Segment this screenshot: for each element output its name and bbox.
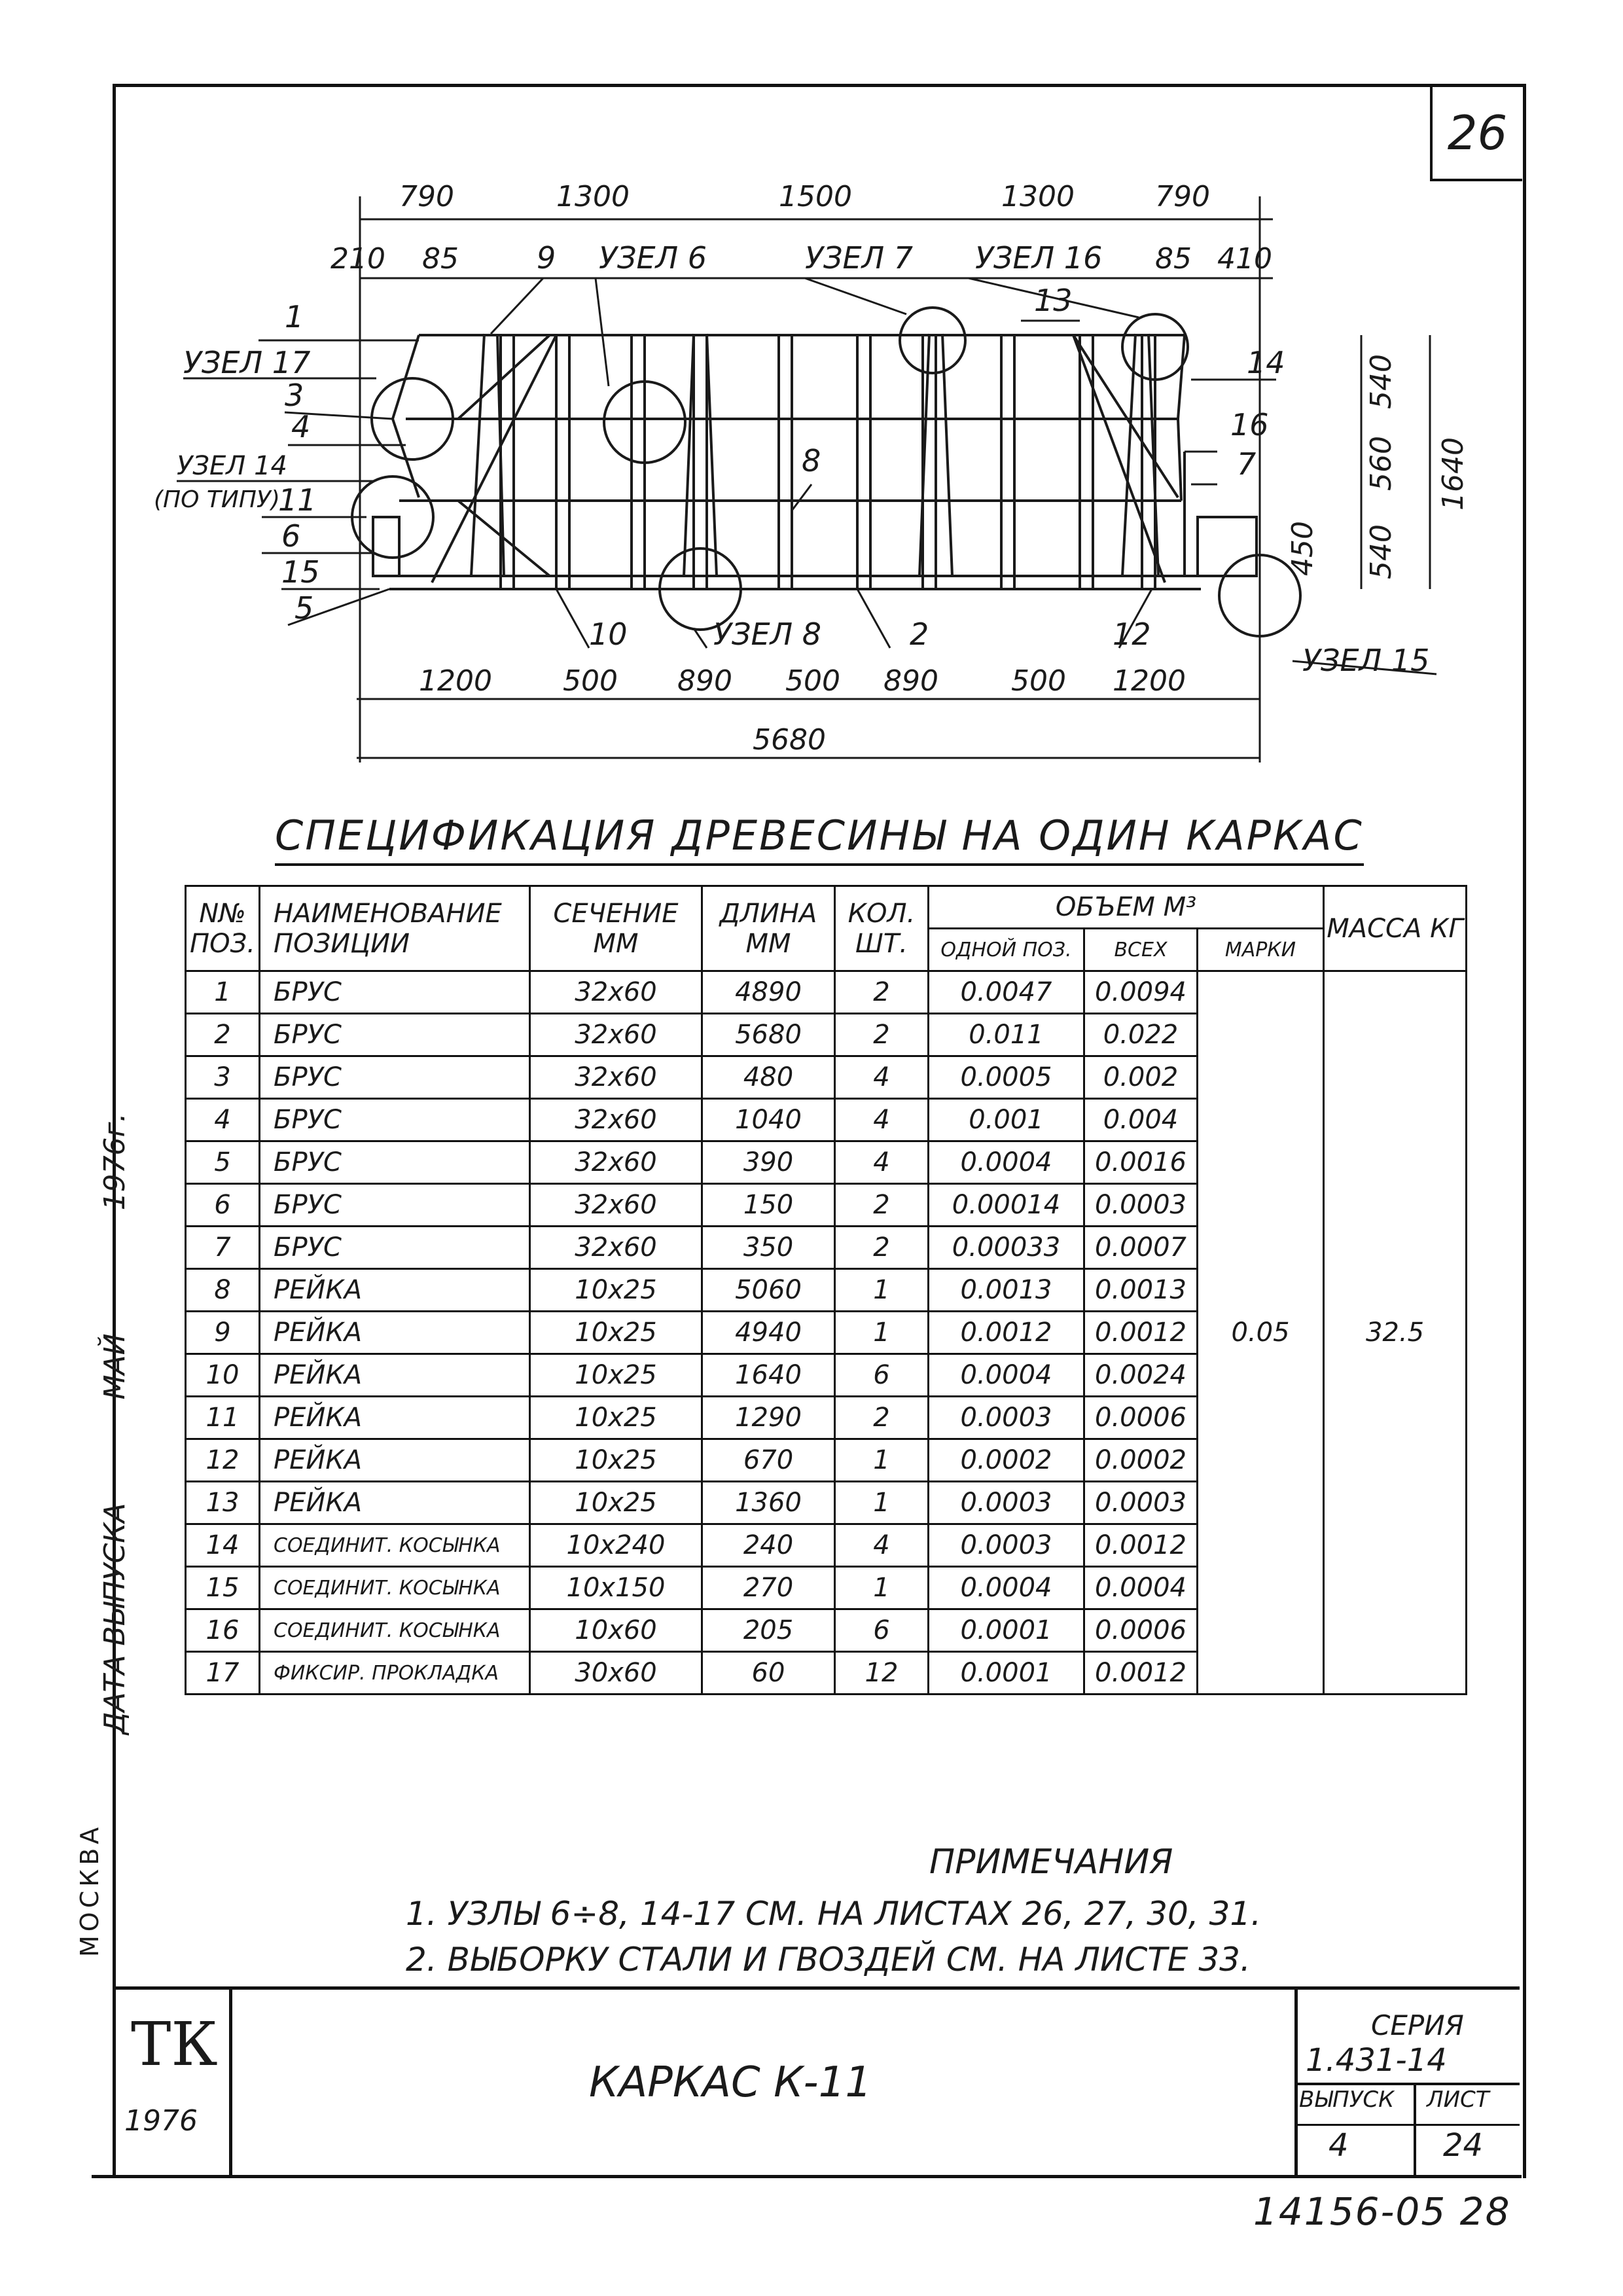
cell-length: 5680 bbox=[702, 1014, 835, 1056]
cell-section: 10х60 bbox=[530, 1609, 702, 1652]
dim-bot-3: 890 bbox=[677, 664, 732, 698]
cell-all: 0.0007 bbox=[1084, 1227, 1198, 1269]
right-dimension-text bbox=[1286, 354, 1470, 579]
loop-4 bbox=[1122, 334, 1158, 576]
cell-qty: 4 bbox=[835, 1056, 929, 1099]
cell-one: 0.0047 bbox=[929, 971, 1084, 1014]
cell-all: 0.004 bbox=[1084, 1099, 1198, 1141]
header-mass: МАССА КГ bbox=[1324, 886, 1467, 971]
cell-length: 1640 bbox=[702, 1354, 835, 1397]
right-end-mid bbox=[1178, 419, 1181, 501]
series-label: СЕРИЯ bbox=[1371, 2009, 1464, 2041]
dim-2-2: 85 bbox=[422, 242, 459, 276]
cell-no: 9 bbox=[186, 1312, 260, 1354]
callout-3: 3 bbox=[285, 378, 304, 413]
cell-one: 0.001 bbox=[929, 1099, 1084, 1141]
callout-15: 15 bbox=[281, 554, 320, 590]
dim-bot-7: 1200 bbox=[1113, 664, 1186, 698]
cell-name: БРУС bbox=[260, 971, 530, 1014]
cell-name: СОЕДИНИТ. КОСЫНКА bbox=[260, 1609, 530, 1652]
cell-all: 0.022 bbox=[1084, 1014, 1198, 1056]
cell-section: 10х25 bbox=[530, 1482, 702, 1524]
callout-9: 9 bbox=[537, 240, 556, 276]
cell-one: 0.0012 bbox=[929, 1312, 1084, 1354]
left-end-top bbox=[393, 335, 419, 419]
cell-all: 0.0004 bbox=[1084, 1567, 1198, 1609]
cell-one: 0.0004 bbox=[929, 1567, 1084, 1609]
cell-all: 0.002 bbox=[1084, 1056, 1198, 1099]
cell-one: 0.0005 bbox=[929, 1056, 1084, 1099]
table-row bbox=[186, 971, 1467, 1014]
cell-one: 0.0004 bbox=[929, 1141, 1084, 1184]
cell-no: 11 bbox=[186, 1397, 260, 1439]
cell-qty: 4 bbox=[835, 1524, 929, 1567]
cell-one: 0.0004 bbox=[929, 1354, 1084, 1397]
drawing-title: КАРКАС К-11 bbox=[589, 2058, 872, 2107]
cell-no: 6 bbox=[186, 1184, 260, 1227]
cell-length: 205 bbox=[702, 1609, 835, 1652]
cell-name: СОЕДИНИТ. КОСЫНКА bbox=[260, 1567, 530, 1609]
callout-node14-note: (ПО ТИПУ) bbox=[154, 486, 280, 513]
cell-section: 10х25 bbox=[530, 1397, 702, 1439]
cell-no: 4 bbox=[186, 1099, 260, 1141]
right-end-top bbox=[1178, 335, 1185, 419]
left-diag-1 bbox=[432, 335, 556, 583]
callout-node16: УЗЕЛ 16 bbox=[975, 240, 1103, 276]
cell-name: БРУС bbox=[260, 1184, 530, 1227]
note-1: 1. УЗЛЫ 6÷8, 14-17 СМ. НА ЛИСТАХ 26, 27, 30, 31. bbox=[406, 1895, 1262, 1933]
cell-section: 32х60 bbox=[530, 1141, 702, 1184]
cell-length: 350 bbox=[702, 1227, 835, 1269]
dim-overall-length: 5680 bbox=[753, 723, 826, 757]
callout-node14: УЗЕЛ 14 bbox=[177, 451, 287, 481]
cell-no: 2 bbox=[186, 1014, 260, 1056]
cell-no: 5 bbox=[186, 1141, 260, 1184]
cell-name: БРУС bbox=[260, 1099, 530, 1141]
cell-name: СОЕДИНИТ. КОСЫНКА bbox=[260, 1524, 530, 1567]
cell-name: РЕЙКА bbox=[260, 1312, 530, 1354]
dim-2-1: 210 bbox=[330, 242, 385, 276]
cell-all: 0.0002 bbox=[1084, 1439, 1198, 1482]
cell-all: 0.0094 bbox=[1084, 971, 1198, 1014]
cell-section: 32х60 bbox=[530, 971, 702, 1014]
cell-length: 480 bbox=[702, 1056, 835, 1099]
cell-length: 60 bbox=[702, 1652, 835, 1695]
cell-length: 270 bbox=[702, 1567, 835, 1609]
cell-one: 0.0003 bbox=[929, 1397, 1084, 1439]
callout-7: 7 bbox=[1237, 446, 1257, 482]
notes-title: ПРИМЕЧАНИЯ bbox=[929, 1842, 1173, 1882]
cell-all: 0.0003 bbox=[1084, 1482, 1198, 1524]
cell-length: 5060 bbox=[702, 1269, 835, 1312]
mark-volume: 0.05 bbox=[1198, 971, 1324, 1695]
cell-no: 12 bbox=[186, 1439, 260, 1482]
page-number: 26 bbox=[1430, 87, 1522, 181]
callout-5: 5 bbox=[294, 590, 314, 626]
issue-date-label: ДАТА ВЫПУСКА bbox=[98, 1503, 132, 1734]
cell-qty: 2 bbox=[835, 1184, 929, 1227]
header-section: СЕЧЕНИЕ ММ bbox=[530, 886, 702, 971]
loop-2 bbox=[684, 334, 717, 576]
sheet-label: ЛИСТ bbox=[1427, 2087, 1489, 2113]
cell-one: 0.00014 bbox=[929, 1184, 1084, 1227]
cell-qty: 1 bbox=[835, 1567, 929, 1609]
dim-bot-6: 500 bbox=[1011, 664, 1066, 698]
cell-all: 0.0012 bbox=[1084, 1652, 1198, 1695]
callout-1: 1 bbox=[285, 299, 304, 334]
callout-4: 4 bbox=[291, 409, 311, 444]
dim-top-2: 1300 bbox=[556, 180, 630, 213]
org-logo: ТК bbox=[131, 2009, 218, 2079]
callout-node8: УЗЕЛ 8 bbox=[713, 617, 822, 652]
dim-bot-4: 500 bbox=[785, 664, 840, 698]
header-length: ДЛИНА ММ bbox=[702, 886, 835, 971]
callout-16: 16 bbox=[1230, 407, 1269, 442]
dim-right-4: 450 bbox=[1286, 521, 1319, 576]
cell-qty: 4 bbox=[835, 1141, 929, 1184]
title-block-divider bbox=[1414, 2083, 1416, 2175]
callout-8: 8 bbox=[802, 443, 821, 478]
callout-6: 6 bbox=[281, 518, 301, 554]
left-block bbox=[373, 517, 399, 576]
dim-right-2: 560 bbox=[1364, 436, 1398, 491]
cell-name: РЕЙКА bbox=[260, 1269, 530, 1312]
callout-11: 11 bbox=[278, 482, 317, 518]
cell-one: 0.0003 bbox=[929, 1482, 1084, 1524]
header-name: НАИМЕНОВАНИЕ ПОЗИЦИИ bbox=[260, 886, 530, 971]
cell-qty: 4 bbox=[835, 1099, 929, 1141]
cell-section: 32х60 bbox=[530, 1184, 702, 1227]
cell-qty: 1 bbox=[835, 1269, 929, 1312]
cell-qty: 2 bbox=[835, 1397, 929, 1439]
cell-section: 32х60 bbox=[530, 1056, 702, 1099]
cell-length: 1040 bbox=[702, 1099, 835, 1141]
cell-no: 3 bbox=[186, 1056, 260, 1099]
dim-top-4: 1300 bbox=[1001, 180, 1075, 213]
cell-qty: 2 bbox=[835, 1014, 929, 1056]
cell-name: РЕЙКА bbox=[260, 1354, 530, 1397]
callout-10: 10 bbox=[589, 617, 628, 652]
cell-no: 13 bbox=[186, 1482, 260, 1524]
cell-no: 15 bbox=[186, 1567, 260, 1609]
dim-2-3: 85 bbox=[1155, 242, 1192, 276]
cell-section: 10х25 bbox=[530, 1312, 702, 1354]
cell-all: 0.0006 bbox=[1084, 1609, 1198, 1652]
title-block-divider bbox=[1294, 2124, 1520, 2126]
cell-length: 240 bbox=[702, 1524, 835, 1567]
cell-qty: 1 bbox=[835, 1312, 929, 1354]
cell-one: 0.0002 bbox=[929, 1439, 1084, 1482]
cell-qty: 2 bbox=[835, 971, 929, 1014]
issue-value: 4 bbox=[1329, 2127, 1349, 2164]
dim-bot-5: 890 bbox=[883, 664, 938, 698]
cell-section: 10х25 bbox=[530, 1269, 702, 1312]
inventory-number: 14156-05 28 bbox=[1253, 2189, 1511, 2234]
cell-length: 150 bbox=[702, 1184, 835, 1227]
spec-title: СПЕЦИФИКАЦИЯ ДРЕВЕСИНЫ НА ОДИН КАРКАС bbox=[275, 812, 1364, 866]
issue-date-stamp bbox=[98, 1113, 132, 1734]
cell-name: ФИКСИР. ПРОКЛАДКА bbox=[260, 1652, 530, 1695]
loop-1 bbox=[471, 334, 504, 576]
city-label: МОСКВА bbox=[75, 1823, 104, 1957]
cell-length: 1290 bbox=[702, 1397, 835, 1439]
cell-all: 0.0012 bbox=[1084, 1312, 1198, 1354]
node7-circle bbox=[900, 308, 965, 373]
dim-top-3: 1500 bbox=[779, 180, 852, 213]
sheet-value: 24 bbox=[1443, 2127, 1484, 2164]
header-vol-all: ВСЕХ bbox=[1084, 929, 1198, 971]
cell-all: 0.0012 bbox=[1084, 1524, 1198, 1567]
cell-one: 0.0003 bbox=[929, 1524, 1084, 1567]
cell-one: 0.0013 bbox=[929, 1269, 1084, 1312]
cell-no: 17 bbox=[186, 1652, 260, 1695]
callout-node15: УЗЕЛ 15 bbox=[1302, 643, 1430, 678]
header-no: N№ ПОЗ. bbox=[186, 886, 260, 971]
cell-one: 0.00033 bbox=[929, 1227, 1084, 1269]
cell-one: 0.011 bbox=[929, 1014, 1084, 1056]
cell-name: РЕЙКА bbox=[260, 1397, 530, 1439]
header-volume: ОБЪЕМ М³ bbox=[929, 886, 1324, 929]
cell-one: 0.0001 bbox=[929, 1652, 1084, 1695]
cell-name: БРУС bbox=[260, 1141, 530, 1184]
spec-table bbox=[185, 885, 1467, 1695]
frame-drawing bbox=[0, 0, 1623, 805]
cell-no: 10 bbox=[186, 1354, 260, 1397]
cell-all: 0.0006 bbox=[1084, 1397, 1198, 1439]
cell-name: БРУС bbox=[260, 1227, 530, 1269]
dim-right-3: 540 bbox=[1364, 524, 1398, 579]
cell-one: 0.0001 bbox=[929, 1609, 1084, 1652]
title-block-divider bbox=[1294, 1986, 1298, 2175]
series-value: 1.431-14 bbox=[1306, 2042, 1447, 2079]
cell-all: 0.0003 bbox=[1084, 1184, 1198, 1227]
issue-month: МАЙ bbox=[98, 1333, 132, 1400]
cell-length: 4940 bbox=[702, 1312, 835, 1354]
dim-bot-2: 500 bbox=[563, 664, 618, 698]
callout-node17: УЗЕЛ 17 bbox=[183, 345, 311, 380]
cell-no: 16 bbox=[186, 1609, 260, 1652]
cell-qty: 1 bbox=[835, 1439, 929, 1482]
callout-14: 14 bbox=[1247, 345, 1285, 380]
cell-name: БРУС bbox=[260, 1014, 530, 1056]
cell-name: БРУС bbox=[260, 1056, 530, 1099]
callout-node6: УЗЕЛ 6 bbox=[599, 240, 707, 276]
cell-no: 14 bbox=[186, 1524, 260, 1567]
cell-section: 32х60 bbox=[530, 1099, 702, 1141]
cell-length: 390 bbox=[702, 1141, 835, 1184]
cell-length: 1360 bbox=[702, 1482, 835, 1524]
cell-qty: 12 bbox=[835, 1652, 929, 1695]
dim-top-1: 790 bbox=[399, 180, 454, 213]
cell-no: 8 bbox=[186, 1269, 260, 1312]
note-2: 2. ВЫБОРКУ СТАЛИ И ГВОЗДЕЙ СМ. НА ЛИСТЕ 33. bbox=[406, 1941, 1251, 1979]
dim-top-5: 790 bbox=[1155, 180, 1210, 213]
dim-overall-height: 1640 bbox=[1436, 437, 1470, 511]
header-vol-one: ОДНОЙ ПОЗ. bbox=[929, 929, 1084, 971]
cell-all: 0.0016 bbox=[1084, 1141, 1198, 1184]
cell-name: РЕЙКА bbox=[260, 1439, 530, 1482]
cell-length: 4890 bbox=[702, 971, 835, 1014]
cell-section: 10х25 bbox=[530, 1354, 702, 1397]
callout-2: 2 bbox=[910, 617, 929, 652]
cell-length: 670 bbox=[702, 1439, 835, 1482]
callout-13: 13 bbox=[1034, 283, 1073, 318]
cell-section: 10х25 bbox=[530, 1439, 702, 1482]
cell-section: 32х60 bbox=[530, 1014, 702, 1056]
spec-body bbox=[186, 971, 1467, 1695]
verticals bbox=[501, 335, 1155, 589]
cell-qty: 6 bbox=[835, 1609, 929, 1652]
org-year: 1976 bbox=[124, 2104, 198, 2138]
cell-qty: 1 bbox=[835, 1482, 929, 1524]
cell-qty: 2 bbox=[835, 1227, 929, 1269]
cell-section: 32х60 bbox=[530, 1227, 702, 1269]
cell-qty: 6 bbox=[835, 1354, 929, 1397]
cell-all: 0.0024 bbox=[1084, 1354, 1198, 1397]
callout-node7: УЗЕЛ 7 bbox=[805, 240, 914, 276]
dim-bot-1: 1200 bbox=[419, 664, 492, 698]
cell-name: РЕЙКА bbox=[260, 1482, 530, 1524]
cell-no: 7 bbox=[186, 1227, 260, 1269]
mass-total: 32.5 bbox=[1324, 971, 1467, 1695]
right-block bbox=[1198, 517, 1257, 576]
header-vol-mark: МАРКИ bbox=[1198, 929, 1324, 971]
issue-year: 1976г. bbox=[98, 1113, 132, 1211]
frame-geometry bbox=[352, 308, 1300, 636]
issue-label: ВЫПУСК bbox=[1299, 2087, 1395, 2113]
cell-section: 10х150 bbox=[530, 1567, 702, 1609]
cell-all: 0.0013 bbox=[1084, 1269, 1198, 1312]
dim-right-1: 540 bbox=[1364, 354, 1398, 409]
cell-section: 10х240 bbox=[530, 1524, 702, 1567]
cell-section: 30х60 bbox=[530, 1652, 702, 1695]
header-qty: КОЛ. ШТ. bbox=[835, 886, 929, 971]
title-block-divider bbox=[229, 1986, 232, 2175]
title-block-divider bbox=[1294, 2083, 1520, 2085]
callout-12: 12 bbox=[1113, 617, 1151, 652]
dim-2-4: 410 bbox=[1217, 242, 1272, 276]
cell-no: 1 bbox=[186, 971, 260, 1014]
